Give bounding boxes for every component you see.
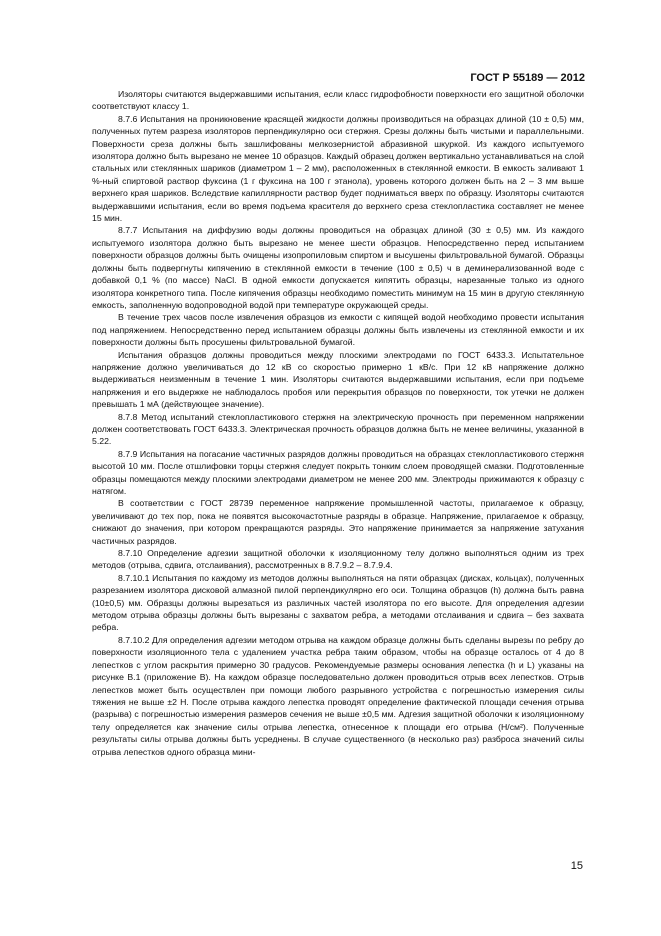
document-body bbox=[92, 88, 584, 758]
paragraph-insulators-pass: Изоляторы считаются выдержавшими испытания, если класс гидрофобности поверхности его защитной оболочки соответствуют классу 1. bbox=[92, 89, 584, 112]
document-header: ГОСТ Р 55189 — 2012 bbox=[470, 72, 585, 84]
page-number: 15 bbox=[570, 860, 583, 872]
paragraph-8-7-10-1: 8.7.10.1 Испытания по каждому из методов должны выполняться на пяти образцах (дисках, кольцах), полученных разрезанием изолятора дисковой алмазной пилой перпендикулярно его оси. Толщина образцов (h) должна быть равна (10±0,5) мм. Образцы должны вырезаться из различных частей изолятора по его высоте. Для определения адгезии методом отрыва образцы должны быть вырезаны с захватом ребра, а методами отслаивания и сдвига – без захвата ребра. bbox=[92, 572, 584, 633]
paragraph-8-7-10-2: 8.7.10.2 Для определения адгезии методом отрыва на каждом образце должны быть сделаны вырезы по ребру до поверхности изоляционного тела с удалением участка ребра таким образом, чтобы на образце осталось от 4 до 8 лепестков с углом раскрытия примерно 30 градусов. Рекомендуемые размеры основания лепестка (h и L) указаны на рисунке В.1 (приложение В). На каждом образце последовательно должен проводиться отрыв всех лепестков. Отрыв лепестков может быть осуществлен при помощи любого разрывного устройства с погрешностью измерения силы тяжения не выше ±2 Н. После отрыва каждого лепестка проводят определение фактической площади сечения отрыва (разрыва) с погрешностью измерения размеров сечения не выше ±0,5 мм. Адгезия защитной оболочки к изоляционному телу определяется как значение силы отрыва лепестка, отнесенное к площади его отрыва (Н/см²). Полученные результаты силы отрыва должны быть усреднены. В случае существенного (в несколько раз) разброса значений силы отрыва лепестков одного образца мини- bbox=[92, 634, 584, 757]
paragraph-8-7-10: 8.7.10 Определение адгезии защитной оболочки к изоляционному телу должно выполняться одним из трех методов (отрыва, сдвига, отслаивания), рассмотренных в 8.7.9.2 – 8.7.9.4. bbox=[92, 548, 584, 571]
paragraph-8-7-8: 8.7.8 Метод испытаний стеклопластикового стержня на электрическую прочность при переменном напряжении должен соответствовать ГОСТ 6433.3. Электрическая прочность образцов должна быть не менее величины, указанной в 5.22. bbox=[92, 411, 584, 447]
paragraph-8-7-6: 8.7.6 Испытания на проникновение красящей жидкости должны производиться на образцах длиной (10 ± 0,5) мм, полученных путем разреза изоляторов перпендикулярно оси стержня. Срезы должны быть чистыми и параллельными. Поверхности среза должны быть зашлифованы мелкозернистой абразивной шкуркой. Из каждого испытуемого изолятора должно быть вырезано не менее 10 образцов. Каждый образец должен вертикально устанавливаться на слой стальных или стеклянных шариков (диаметром 1 – 2 мм), расположенных в стеклянной емкости. В емкость заливают 1 %-ный спиртовой раствор фуксина (1 г фуксина на 100 г этанола), уровень которого должен быть на 2 – 3 мм выше верхнего края шариков. Вследствие капиллярности раствор будет подниматься вверх по образцу. Изоляторы считаются выдержавшими испытания, если во время подъема красителя до верхнего среза стеклопластика составляет не менее 15 мин. bbox=[92, 113, 584, 224]
paragraph-gost-28739: В соответствии с ГОСТ 28739 переменное напряжение промышленной частоты, прилагаемое к образцу, увеличивают до тех пор, пока не появятся высокочастотные разряды в образце. Напряжение, прилагаемое к образцу, снижают до значения, при котором прекращаются разряды. Это напряжение принимается за напряжение затухания частичных разрядов. bbox=[92, 498, 584, 546]
paragraph-within-three-hours: В течение трех часов после извлечения образцов из емкости с кипящей водой необходимо провести испытания под напряжением. Непосредственно перед испытанием образцы должны быть извлечены из стеклянной емкости и их поверхности должны быть просушены фильтровальной бумагой. bbox=[92, 312, 584, 348]
paragraph-8-7-9: 8.7.9 Испытания на погасание частичных разрядов должны проводиться на образцах стеклопластикового стержня высотой 10 мм. После отшлифовки торцы стержня следует покрыть тонким слоем проводящей смазки. Подготовленные образцы помещаются между плоскими электродами диаметром не менее 200 мм. Электроды прижимаются к образцу с натягом. bbox=[92, 448, 584, 496]
paragraph-8-7-7: 8.7.7 Испытания на диффузию воды должны проводиться на образцах длиной (30 ± 0,5) мм. Из каждого испытуемого изолятора должно быть вырезано не менее шести образцов. Непосредственно перед испытанием поверхности образцов должны быть очищены изопропиловым спиртом и высушены фильтровальной бумагой. Образцы должны быть подвергнуты кипячению в стеклянной емкости в течение (100 ± 0,5) ч в деминерализованной воде с добавкой 0,1 % (по массе) NaCl. В одной емкости допускается кипятить образцы, нарезанные только из одного изолятора конкретного типа. После кипячения образцы необходимо поместить минимум на 15 мин в другую стеклянную емкость, заполненную водопроводной водой при температуре окружающей среды. bbox=[92, 225, 584, 310]
paragraph-sample-testing: Испытания образцов должны проводиться между плоскими электродами по ГОСТ 6433.3. Испытательное напряжение должно увеличиваться до 12 кВ со скоростью примерно 1 кВ/с. При 12 кВ напряжение должно выдерживаться неизменным в течение 1 мин. Изоляторы считаются выдержавшими испытания, если при подъеме напряжения и его выдержке не наблюдалось пробоя или перекрытия образцов по поверхности, ток утечки не должен превышать 1 мА (действующее значение). bbox=[92, 349, 584, 410]
